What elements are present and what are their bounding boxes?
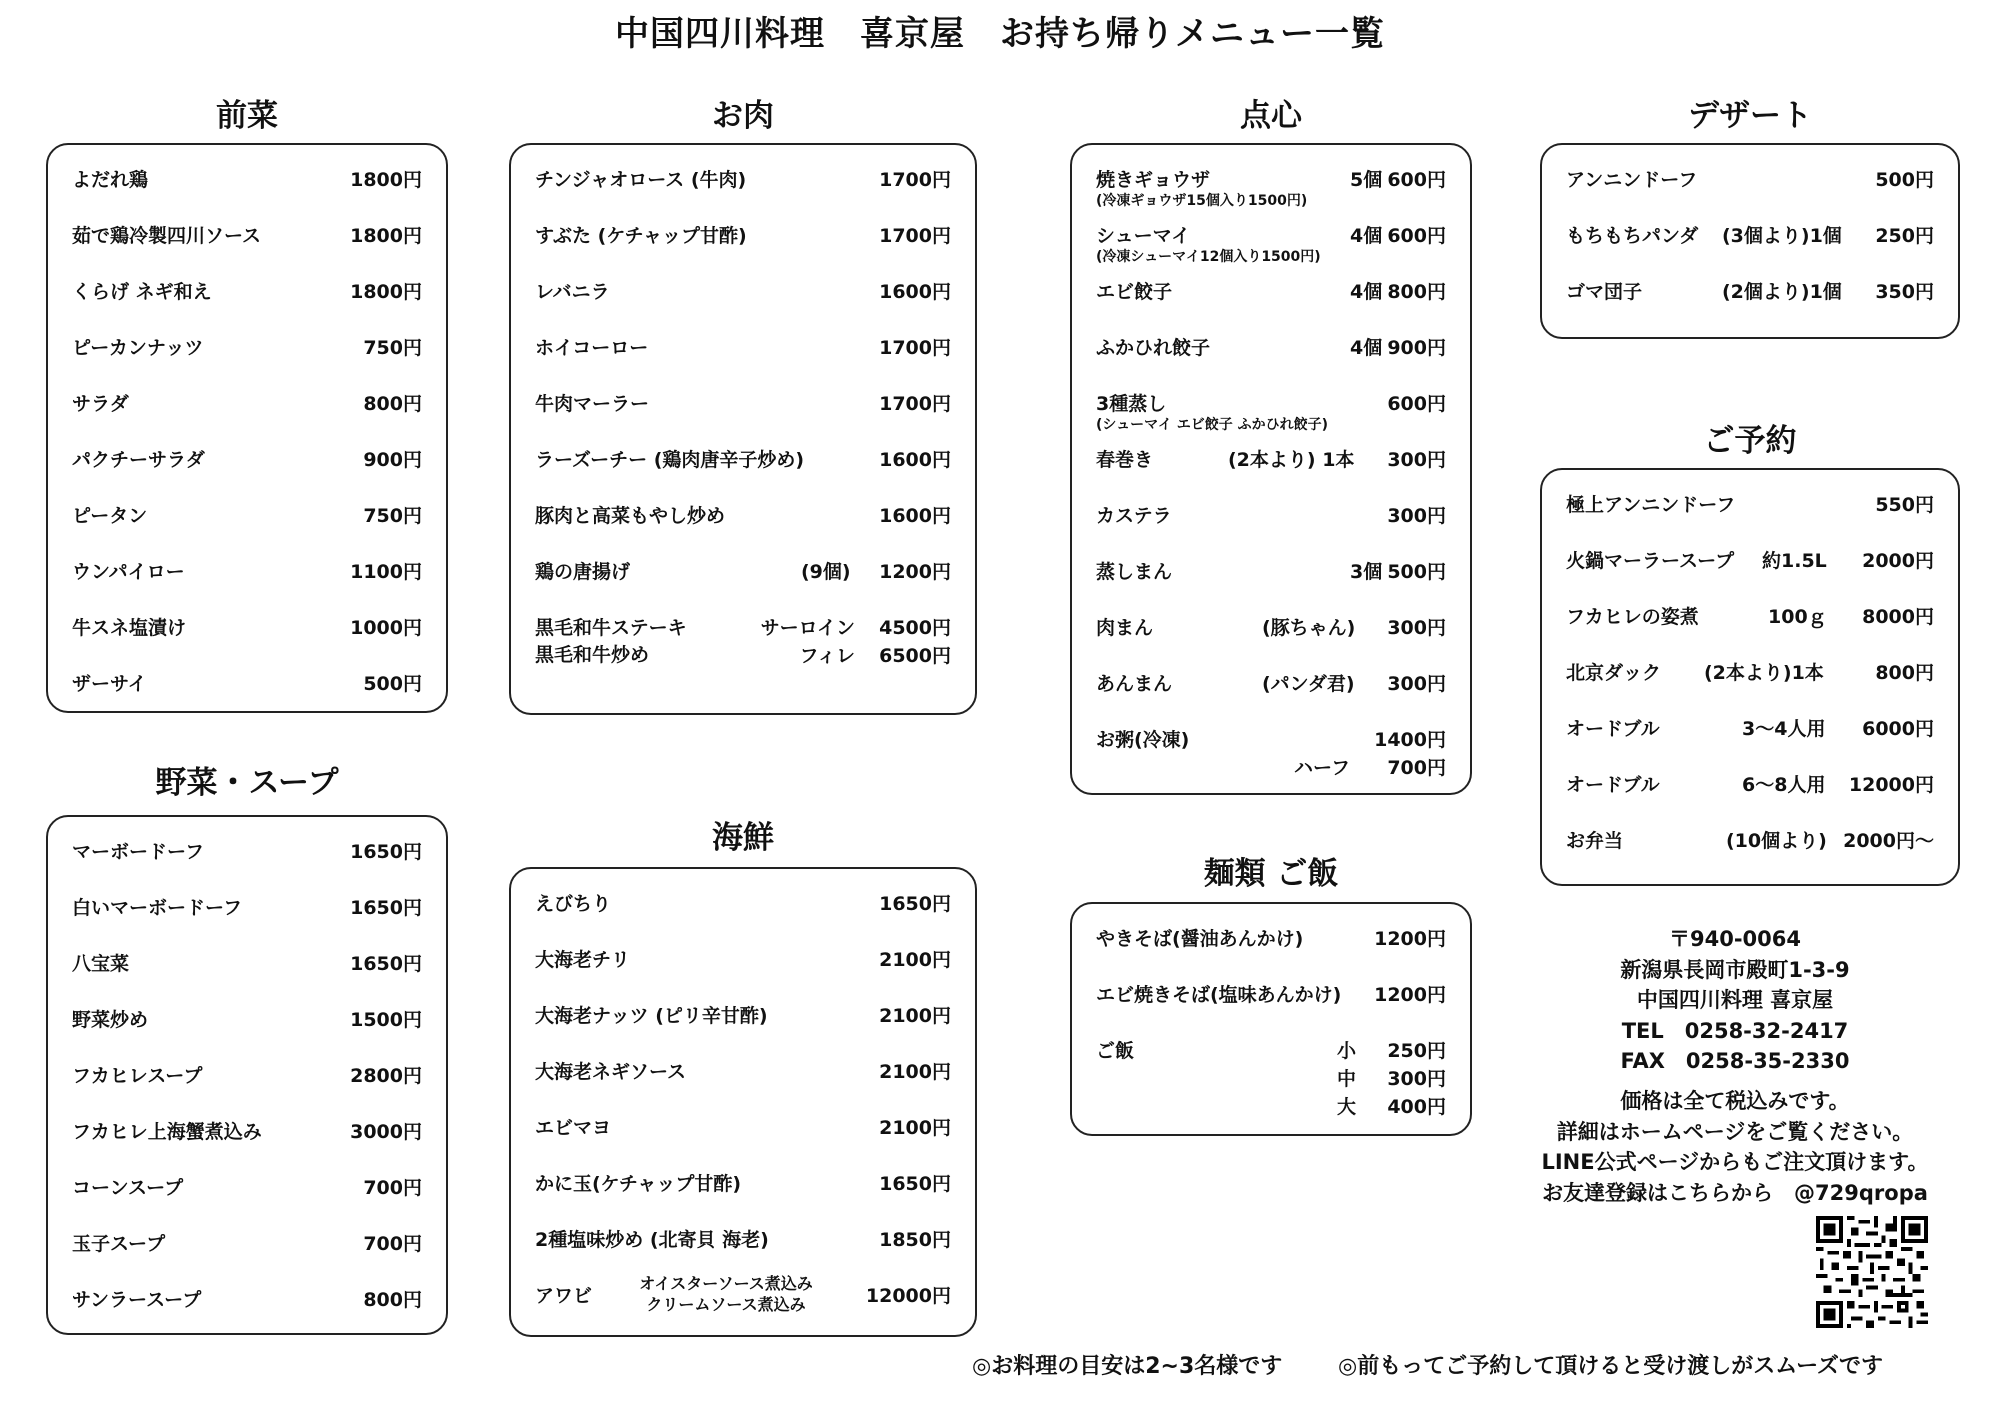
size-label: 小	[1336, 1040, 1356, 1062]
postal-code: 〒940-0064	[1669, 927, 1801, 951]
menu-item	[72, 389, 422, 423]
menu-item	[72, 1173, 422, 1207]
item-name: オードブル	[1566, 718, 1660, 740]
shop-info	[1525, 924, 1945, 1077]
menu-item	[72, 837, 422, 871]
item-price: 1700円	[879, 169, 951, 191]
item-name: ウンパイロー	[72, 561, 185, 583]
item-quantity: 4個	[1350, 225, 1383, 247]
menu-item	[72, 893, 422, 927]
item-note: (冷凍シューマイ12個入り1500円)	[1096, 249, 1321, 265]
menu-item	[72, 1117, 422, 1151]
menu-item	[72, 445, 422, 479]
menu-item-wagyu	[535, 613, 951, 673]
item-name: お弁当	[1566, 830, 1624, 852]
item-price: 300円	[1387, 449, 1446, 471]
menu-item	[72, 333, 422, 367]
item-quantity: 5個	[1350, 169, 1383, 191]
menu-item	[1096, 924, 1446, 958]
menu-item	[535, 333, 951, 367]
item-price: 600円	[1387, 225, 1446, 247]
item-price: 600円	[1387, 393, 1446, 415]
item-name: 牛肉マーラー	[535, 393, 650, 415]
section-heading-yoyaku: ご予約	[1703, 423, 1797, 459]
menu-item	[535, 557, 951, 591]
menu-box-tenshin	[1070, 143, 1472, 795]
item-quantity: (2本より) 1本	[1228, 449, 1355, 471]
menu-item	[72, 1005, 422, 1039]
menu-item-gohan	[1096, 1036, 1446, 1126]
page-title: 中国四川料理 喜京屋 お持ち帰りメニュー一覧	[615, 14, 1385, 54]
item-name: 大海老ナッツ (ピリ辛甘酢)	[535, 1005, 768, 1027]
notes	[1525, 1086, 1945, 1208]
menu-box-kaisen	[509, 867, 977, 1337]
item-price: 12000円	[1848, 774, 1934, 796]
item-note: (シューマイ エビ餃子 ふかひれ餃子)	[1096, 417, 1328, 433]
item-name: 3種蒸し	[1096, 393, 1167, 415]
item-price: 3000円	[350, 1121, 422, 1143]
item-name: コーンスープ	[72, 1177, 184, 1199]
shop-name: 中国四川料理 喜京屋	[1636, 988, 1834, 1012]
item-name: もちもちパンダ	[1566, 225, 1699, 247]
menu-item	[535, 1225, 951, 1259]
item-price: 1800円	[350, 169, 422, 191]
item-price: 6500円	[879, 645, 951, 667]
item-price: 2100円	[879, 1061, 951, 1083]
item-price: 1000円	[350, 617, 422, 639]
section-heading-tenshin: 点心	[1240, 98, 1302, 134]
item-quantity: (3個より)1個	[1722, 225, 1842, 247]
item-price: 1800円	[350, 225, 422, 247]
menu-item	[1096, 221, 1446, 265]
item-name: ピータン	[72, 505, 148, 527]
homepage-note: 詳細はホームページをご覧ください。	[1556, 1119, 1914, 1144]
menu-item	[535, 1113, 951, 1147]
item-price: 2100円	[879, 949, 951, 971]
item-name: 野菜炒め	[72, 1009, 149, 1031]
item-name: フカヒレ上海蟹煮込み	[72, 1121, 262, 1143]
item-name: 白いマーボードーフ	[72, 897, 243, 919]
menu-item	[535, 501, 951, 535]
item-price: 300円	[1387, 673, 1446, 695]
item-price: 1650円	[350, 897, 422, 919]
item-price: 1600円	[879, 505, 951, 527]
item-name: フカヒレの姿煮	[1566, 606, 1699, 628]
item-name: 肉まん	[1096, 617, 1154, 639]
menu-item	[1096, 333, 1446, 367]
menu-box-menrui	[1070, 902, 1472, 1136]
item-price: 800円	[363, 1289, 422, 1311]
item-quantity: (2個より)1個	[1722, 281, 1842, 303]
item-quantity: 約1.5L	[1762, 550, 1827, 572]
item-half-label: ハーフ	[1293, 757, 1350, 779]
item-sauce-options	[621, 1273, 831, 1315]
item-price: 1650円	[350, 953, 422, 975]
item-price: 750円	[363, 505, 422, 527]
section-heading-yasai: 野菜・スープ	[155, 765, 339, 801]
section-heading-dessert: デザート	[1688, 98, 1812, 134]
section-heading-oniku: お肉	[712, 98, 774, 134]
item-name: カステラ	[1096, 505, 1172, 527]
item-price: 600円	[1387, 169, 1446, 191]
section-heading-zensai: 前菜	[216, 98, 278, 134]
item-quantity: (2本より)1本	[1704, 662, 1824, 684]
menu-item	[72, 1229, 422, 1263]
menu-item	[1566, 490, 1934, 524]
item-cut: フィレ	[799, 645, 855, 667]
menu-item	[72, 165, 422, 199]
item-price: 300円	[1387, 505, 1446, 527]
menu-item	[535, 1057, 951, 1091]
menu-box-oniku	[509, 143, 977, 715]
menu-item	[1566, 221, 1934, 255]
menu-item	[1566, 714, 1934, 748]
item-name: パクチーサラダ	[72, 449, 205, 471]
item-note: (冷凍ギョウザ15個入り1500円)	[1096, 193, 1308, 209]
item-price: 6000円	[1862, 718, 1934, 740]
item-half-price: 700円	[1387, 757, 1446, 779]
menu-item	[72, 277, 422, 311]
item-name: 牛スネ塩漬け	[72, 617, 187, 639]
item-price: 800円	[363, 393, 422, 415]
menu-box-dessert	[1540, 143, 1960, 339]
item-price: 1700円	[879, 225, 951, 247]
item-name: お粥(冷凍)	[1096, 729, 1190, 751]
menu-item	[1096, 445, 1446, 479]
item-name: フカヒレスープ	[72, 1065, 203, 1087]
menu-item	[535, 889, 951, 923]
menu-item	[72, 1061, 422, 1095]
item-name: ご飯	[1096, 1040, 1135, 1062]
item-price: 250円	[1875, 225, 1934, 247]
item-name: くらげ ネギ和え	[72, 281, 212, 303]
menu-item	[72, 613, 422, 647]
item-quantity: 4個	[1350, 281, 1383, 303]
item-price: 700円	[363, 1177, 422, 1199]
item-name: 北京ダック	[1566, 662, 1662, 684]
item-name: オードブル	[1566, 774, 1660, 796]
item-price: 4500円	[879, 617, 951, 639]
menu-item	[1566, 602, 1934, 636]
menu-item	[1096, 277, 1446, 311]
item-quantity: 3個	[1350, 561, 1383, 583]
size-label: 中	[1336, 1068, 1356, 1090]
menu-item-okayu	[1096, 725, 1446, 785]
item-name: ザーサイ	[72, 673, 147, 695]
item-quantity: 6〜8人用	[1742, 774, 1826, 796]
item-name: 黒毛和牛ステーキ	[535, 617, 687, 639]
menu-item	[1566, 546, 1934, 580]
menu-box-zensai	[46, 143, 448, 713]
menu-item	[1566, 770, 1934, 804]
item-price: 700円	[363, 1233, 422, 1255]
item-name: 鶏の唐揚げ	[535, 561, 631, 583]
item-price: 250円	[1387, 1040, 1446, 1062]
item-price: 1700円	[879, 337, 951, 359]
menu-item	[535, 389, 951, 423]
item-price: 1600円	[879, 449, 951, 471]
footer-note-serving: ◎お料理の目安は2~3名様です	[972, 1354, 1283, 1379]
item-price: 1700円	[879, 393, 951, 415]
item-price: 1850円	[879, 1229, 951, 1251]
item-price: 8000円	[1862, 606, 1934, 628]
item-quantity: (9個)	[801, 561, 851, 583]
item-name: アワビ	[535, 1285, 593, 1307]
item-name: えびちり	[535, 893, 612, 915]
item-price: 400円	[1387, 1096, 1446, 1118]
item-name: レバニラ	[535, 281, 610, 303]
menu-item	[1096, 980, 1446, 1014]
item-quantity: (10個より)	[1726, 830, 1827, 852]
item-name: 八宝菜	[72, 953, 130, 975]
item-price: 1650円	[879, 1173, 951, 1195]
item-name: ゴマ団子	[1566, 281, 1643, 303]
item-price: 1100円	[350, 561, 422, 583]
item-name: すぶた (ケチャップ甘酢)	[535, 225, 747, 247]
item-name: サラダ	[72, 393, 129, 415]
menu-item	[1096, 389, 1446, 433]
menu-item	[1566, 826, 1934, 860]
menu-item	[535, 945, 951, 979]
item-price: 1400円	[1374, 729, 1446, 751]
item-price: 300円	[1387, 617, 1446, 639]
menu-item	[72, 669, 422, 703]
item-name: 大海老チリ	[535, 949, 631, 971]
item-quantity: 3〜4人用	[1742, 718, 1826, 740]
item-price: 750円	[363, 337, 422, 359]
item-name: 玉子スープ	[72, 1233, 166, 1255]
item-name: エビマヨ	[535, 1117, 612, 1139]
item-price: 900円	[363, 449, 422, 471]
item-name: ラーズーチー (鶏肉唐辛子炒め)	[535, 449, 805, 471]
item-price: 500円	[1387, 561, 1446, 583]
menu-item	[535, 1169, 951, 1203]
item-name: やきそば(醤油あんかけ)	[1096, 928, 1304, 950]
menu-item	[72, 1285, 422, 1319]
menu-box-yoyaku	[1540, 468, 1960, 886]
size-label: 大	[1336, 1096, 1356, 1118]
item-price: 1200円	[879, 561, 951, 583]
section-heading-menrui: 麺類 ご飯	[1203, 856, 1339, 892]
item-name: 春巻き	[1096, 449, 1154, 471]
item-price: 2000円〜	[1843, 830, 1934, 852]
item-price: 500円	[363, 673, 422, 695]
menu-item	[1096, 165, 1446, 209]
item-price: 2100円	[879, 1117, 951, 1139]
item-name: 蒸しまん	[1096, 561, 1173, 583]
item-name: アンニンドーフ	[1566, 169, 1698, 191]
menu-item	[72, 221, 422, 255]
item-name: 火鍋マーラースープ	[1566, 550, 1735, 572]
item-name: サンラースープ	[72, 1289, 202, 1311]
item-price: 300円	[1387, 1068, 1446, 1090]
item-price: 1200円	[1374, 928, 1446, 950]
item-name: チンジャオロース (牛肉)	[535, 169, 747, 191]
item-price: 900円	[1387, 337, 1446, 359]
menu-item	[72, 557, 422, 591]
item-price: 350円	[1875, 281, 1934, 303]
menu-item	[1566, 658, 1934, 692]
item-price: 2800円	[350, 1065, 422, 1087]
item-price: 550円	[1875, 494, 1934, 516]
item-price: 1600円	[879, 281, 951, 303]
friend-note: お友達登録はこちらから @729qropa	[1542, 1180, 1928, 1205]
phone: TEL 0258-32-2417	[1621, 1018, 1849, 1043]
item-name: 茹で鶏冷製四川ソース	[72, 225, 262, 247]
item-name: 大海老ネギソース	[535, 1061, 687, 1083]
line-note: LINE公式ページからもご注文頂けます。	[1541, 1150, 1929, 1174]
menu-item	[535, 445, 951, 479]
item-name: ふかひれ餃子	[1096, 337, 1211, 359]
menu-item	[535, 1001, 951, 1035]
item-name: かに玉(ケチャップ甘酢)	[535, 1173, 742, 1195]
menu-item	[1096, 669, 1446, 703]
tax-note: 価格は全て税込みです。	[1620, 1089, 1850, 1113]
item-name: シューマイ	[1096, 225, 1191, 247]
menu-item-awabi	[535, 1274, 951, 1315]
menu-item	[1096, 501, 1446, 535]
item-quantity: 100ｇ	[1768, 606, 1827, 628]
menu-item	[535, 277, 951, 311]
item-price: 2000円	[1862, 550, 1934, 572]
item-quantity: (豚ちゃん)	[1262, 617, 1356, 639]
item-name: ピーカンナッツ	[72, 337, 204, 359]
item-quantity: (パンダ君)	[1262, 673, 1355, 695]
item-name: 豚肉と高菜もやし炒め	[535, 505, 726, 527]
item-price: 800円	[1387, 281, 1446, 303]
item-price: 1500円	[350, 1009, 422, 1031]
menu-item	[1566, 165, 1934, 199]
item-name: あんまん	[1096, 673, 1173, 695]
item-name: マーボードーフ	[72, 841, 205, 863]
item-quantity: 4個	[1350, 337, 1383, 359]
item-name: 2種塩味炒め (北寄貝 海老)	[535, 1229, 769, 1251]
fax: FAX 0258-35-2330	[1620, 1049, 1850, 1073]
menu-item	[1096, 613, 1446, 647]
sauce-option: クリームソース煮込み	[646, 1295, 806, 1314]
menu-box-yasai	[46, 815, 448, 1335]
menu-item	[535, 221, 951, 255]
footer-note-reservation: ◎前もってご予約して頂けると受け渡しがスムーズです	[1338, 1354, 1883, 1379]
item-name: ホイコーロー	[535, 337, 649, 359]
address: 新潟県長岡市殿町1-3-9	[1620, 957, 1850, 982]
item-name: 黒毛和牛炒め	[535, 644, 650, 666]
item-name: よだれ鶏	[72, 169, 149, 191]
menu-item	[72, 949, 422, 983]
sauce-option: オイスターソース煮込み	[639, 1274, 813, 1293]
menu-item	[1566, 277, 1934, 311]
item-name: エビ焼きそば(塩味あんかけ)	[1096, 984, 1342, 1006]
item-price: 1200円	[1374, 984, 1446, 1006]
item-name: エビ餃子	[1096, 281, 1173, 303]
item-price: 12000円	[865, 1285, 951, 1307]
item-price: 1650円	[879, 893, 951, 915]
item-name: 極上アンニンドーフ	[1566, 494, 1736, 516]
item-price: 2100円	[879, 1005, 951, 1027]
qr-code-icon[interactable]	[1816, 1216, 1928, 1328]
item-price: 1800円	[350, 281, 422, 303]
menu-item	[72, 501, 422, 535]
item-name: 焼きギョウザ	[1096, 169, 1211, 191]
item-cut: サーロイン	[760, 617, 855, 639]
section-heading-kaisen: 海鮮	[712, 820, 774, 856]
item-price: 1650円	[350, 841, 422, 863]
item-price: 500円	[1875, 169, 1934, 191]
menu-item	[535, 165, 951, 199]
menu-item	[1096, 557, 1446, 591]
item-price: 800円	[1875, 662, 1934, 684]
